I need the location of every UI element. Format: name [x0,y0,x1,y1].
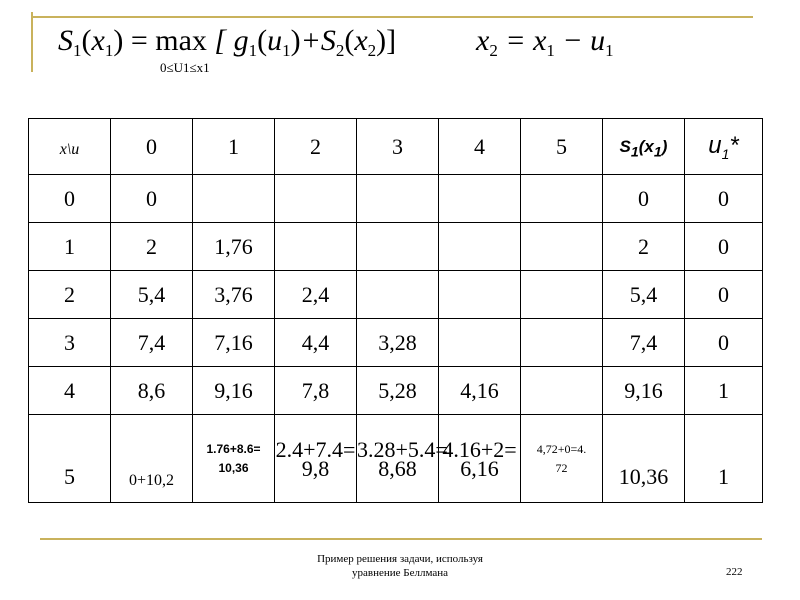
formula-u1: u [267,24,283,57]
table-cell [193,175,275,223]
table-header-row [29,119,763,175]
formula-equals: = [130,24,148,57]
table-cell: 9,16 [193,367,275,415]
transition-x2: x [476,24,490,57]
formula-g1: [ g [214,24,249,57]
page-number: 222 [726,566,743,578]
decorative-footer-line [40,538,762,540]
table-cell: 0+10,2 [111,415,193,503]
bellman-formula [58,24,658,84]
table-row [29,271,763,319]
formula-s2: +S [300,24,336,57]
row-s1: 0 [603,175,685,223]
table-cell-calc: 1.76+8.6= 10,36 [193,415,275,503]
footer-line-2: уравнение Беллмана [352,567,448,579]
table-cell: 2 [111,223,193,271]
formula-x1-sub: 1 [104,41,114,60]
formula-s1-sub: 1 [73,41,82,60]
transition-u1: − u [562,24,606,57]
table-cell [439,271,521,319]
row-s1: 9,16 [603,367,685,415]
table-cell [521,367,603,415]
header-col: 4 [439,119,521,175]
formula-s2-sub: 2 [335,41,345,60]
row-s1: 5,4 [603,271,685,319]
row-x: 0 [29,175,111,223]
table-cell [275,175,357,223]
table-cell-calc: 4,72+0=4. 72 [521,415,603,503]
bellman-equation: $S_1(x_1) = \max$ [ $g_1(u_1)+S_2(x_2)$] [58,24,397,60]
table-cell-calc: 2.4+7.4= 9,8 [275,415,357,503]
table-cell: 3,28 [357,319,439,367]
transition-equation [476,24,614,61]
header-u1: $u_1*$ [685,119,763,175]
header-s1: $S_1(x_1)$ [603,119,685,175]
header-col: 3 [357,119,439,175]
table-cell: 4,4 [275,319,357,367]
table-cell [275,223,357,271]
table-cell: 5,4 [111,271,193,319]
row-x: 3 [29,319,111,367]
footer-caption [250,552,550,580]
transition-x2-sub: 2 [489,41,498,60]
row-u1: 1 [685,367,763,415]
table-cell [357,175,439,223]
decorative-top-line [31,16,753,18]
row-s1: 2 [603,223,685,271]
table-row [29,319,763,367]
table-cell [439,175,521,223]
table-cell [521,271,603,319]
row-u1: 1 [685,415,763,503]
table-cell [357,223,439,271]
decorative-vertical-line [31,12,33,72]
row-u1: 0 [685,271,763,319]
table-cell [439,223,521,271]
formula-x2: x [354,24,368,57]
table-cell-calc: 3.28+5.4= 8,68 [357,415,439,503]
header-col: 5 [521,119,603,175]
table-cell [521,175,603,223]
table-cell [439,319,521,367]
table-row [29,367,763,415]
header-col: 1 [193,119,275,175]
row-s1: 10,36 [603,415,685,503]
max-range: 0≤U1≤x1 [160,60,210,75]
bellman-table [28,118,763,503]
row-s1: 7,4 [603,319,685,367]
table-cell: 8,6 [111,367,193,415]
header-corner: x\u [29,119,111,175]
formula-x2-sub: 2 [367,41,377,60]
formula-max: max [155,24,207,57]
transition-x1: = x [505,24,547,57]
formula-g1-sub: 1 [248,41,258,60]
transition-x1-sub: 1 [546,41,555,60]
table-row [29,175,763,223]
table-cell: 1,76 [193,223,275,271]
table-row [29,223,763,271]
table-cell: 2,4 [275,271,357,319]
row-x: 4 [29,367,111,415]
transition-u1-sub: 1 [605,41,614,60]
header-col: 2 [275,119,357,175]
table-cell: 7,8 [275,367,357,415]
table-cell: 5,28 [357,367,439,415]
table-cell [521,223,603,271]
row-u1: 0 [685,175,763,223]
table-cell: 7,4 [111,319,193,367]
formula-s1: S [58,24,73,57]
table-cell: 7,16 [193,319,275,367]
row-x: 1 [29,223,111,271]
table-row-last [29,415,763,503]
table-cell: 0 [111,175,193,223]
header-col: 0 [111,119,193,175]
table-cell: 4,16 [439,367,521,415]
footer-line-1: Пример решения задачи, используя [317,553,483,565]
table-cell: 3,76 [193,271,275,319]
table-cell-calc: 4.16+2= 6,16 [439,415,521,503]
row-x: 2 [29,271,111,319]
row-x: 5 [29,415,111,503]
table-cell [357,271,439,319]
row-u1: 0 [685,319,763,367]
row-u1: 0 [685,223,763,271]
formula-u1-sub: 1 [282,41,291,60]
table-cell [521,319,603,367]
formula-x1: x [91,24,105,57]
